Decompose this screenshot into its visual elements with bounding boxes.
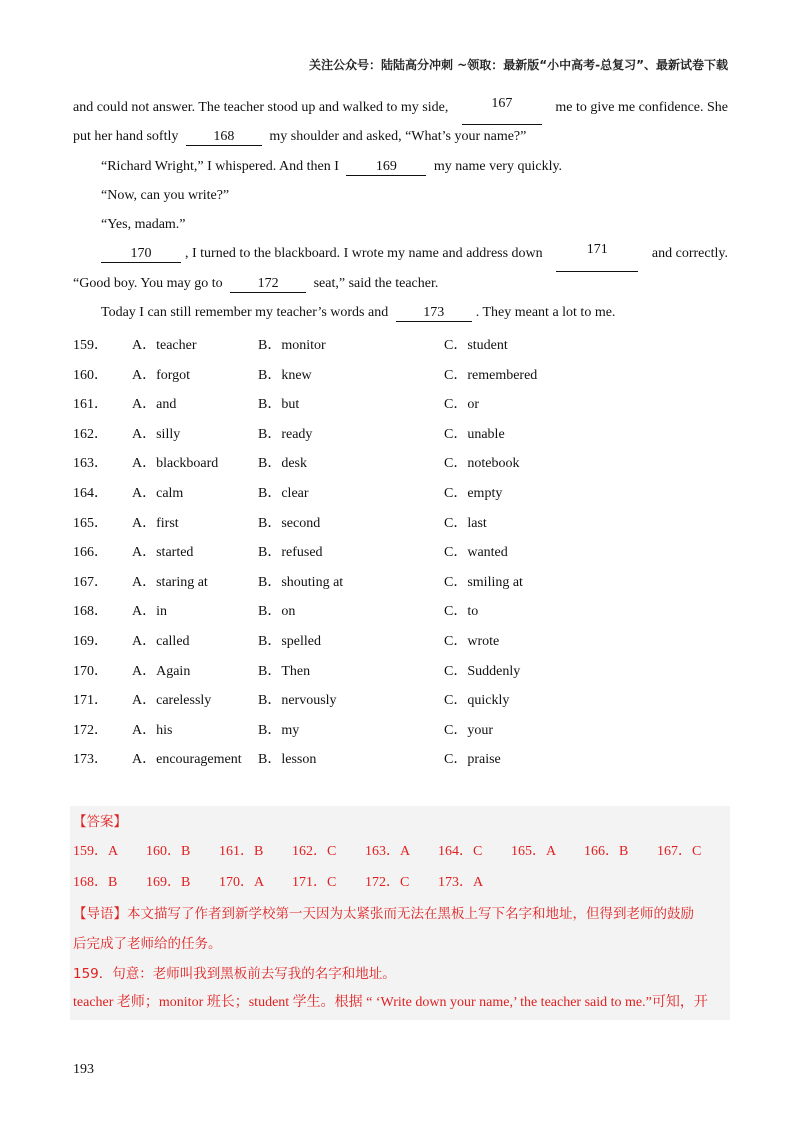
passage-text: my name very quickly. [433, 158, 563, 174]
option-b: B．shouting at [258, 574, 344, 590]
question-number: 168． [73, 604, 108, 620]
option-c: C．Suddenly [444, 663, 521, 679]
question-number: 170． [73, 663, 108, 679]
option-a: A．and [132, 397, 177, 413]
answer-key: 168．B [73, 875, 118, 890]
question-number: 166． [73, 545, 108, 561]
blank-172: 172 [230, 276, 306, 293]
option-a: A．silly [132, 426, 181, 442]
option-b: B．desk [258, 456, 307, 472]
passage-text: . They meant a lot to me. [475, 305, 616, 321]
blank-167: 167 [462, 96, 542, 125]
blank-171: 171 [556, 242, 638, 271]
option-a: A．forgot [132, 367, 191, 383]
answer-key: 170．A [219, 875, 265, 890]
option-row-173 [73, 748, 728, 778]
option-c: C．remembered [444, 367, 538, 383]
options-list [73, 334, 728, 778]
answer-key: 171．C [292, 875, 337, 890]
passage-text: and could not answer. The teacher stood up and walked to my side, [73, 100, 449, 115]
guide-label: 【导语】 [73, 906, 127, 922]
passage-line-1 [73, 96, 728, 125]
option-b: B．refused [258, 545, 323, 561]
option-c: C．to [444, 604, 479, 620]
option-b: B．clear [258, 485, 309, 501]
option-row-163 [73, 452, 728, 482]
option-a: A．first [132, 515, 179, 531]
explanation-159: 159．句意：老师叫我到黑板前去写我的名字和地址。 [73, 966, 396, 982]
question-number: 172． [73, 722, 108, 738]
passage-text: “Good boy. You may go to [73, 275, 223, 291]
passage-text: , I turned to the blackboard. I wrote my name and address down [185, 246, 543, 262]
option-row-162 [73, 423, 728, 453]
option-b: B．Then [258, 663, 311, 679]
blank-169: 169 [346, 159, 426, 176]
answer-key: 163．A [365, 844, 411, 859]
option-c: C．student [444, 338, 508, 353]
option-row-167 [73, 571, 728, 601]
answer-label: 【答案】 [73, 814, 127, 830]
passage-text: put her hand softly [73, 129, 179, 145]
option-row-165 [73, 512, 728, 542]
page-header: 关注公众号：陆陆高分冲刺 ~领取：最新版“小中高考-总复习”、最新试卷下载 [309, 58, 728, 72]
option-c: C．smiling at [444, 574, 523, 590]
option-b: B．on [258, 604, 296, 620]
question-number: 165． [73, 515, 108, 531]
option-b: B．nervously [258, 693, 337, 709]
question-number: 161． [73, 397, 108, 413]
option-c: C．quickly [444, 693, 510, 709]
guide-line-1 [73, 902, 730, 922]
option-c: C．wrote [444, 633, 500, 649]
answer-key: 159．A [73, 844, 119, 859]
answer-key: 172．C [365, 875, 410, 890]
option-b: B．ready [258, 426, 313, 442]
option-a: A．Again [132, 663, 191, 679]
option-row-170 [73, 660, 728, 690]
option-a: A．teacher [132, 338, 197, 353]
blank-173: 173 [396, 305, 472, 322]
answer-row-1 [73, 840, 733, 860]
option-b: B．knew [258, 367, 312, 383]
blank-168: 168 [186, 129, 262, 146]
option-c: C．last [444, 515, 487, 531]
blank-170: 170 [101, 246, 181, 263]
option-row-169 [73, 630, 728, 660]
answer-key: 173．A [438, 875, 484, 890]
passage-line-7 [73, 272, 728, 301]
option-a: A．staring at [132, 574, 208, 590]
passage-line-5 [73, 213, 728, 242]
option-row-171 [73, 689, 728, 719]
passage-text: my shoulder and asked, “What’s your name?” [269, 129, 527, 145]
option-a: A．calm [132, 485, 184, 501]
option-row-164 [73, 482, 728, 512]
option-b: B．spelled [258, 633, 321, 649]
option-row-159 [73, 334, 728, 364]
guide-line-2: 后完成了老师给的任务。 [73, 936, 222, 952]
option-row-172 [73, 719, 728, 749]
option-c: C．empty [444, 485, 503, 501]
answer-key: 164．C [438, 844, 483, 859]
passage-text: me to give me confidence. She [555, 100, 728, 115]
guide-text: 本文描写了作者到新学校第一天因为太紧张而无法在黑板上写下名字和地址，但得到老师的鼓励 [127, 906, 694, 922]
option-c: C．notebook [444, 456, 520, 472]
option-a: A．in [132, 604, 167, 620]
passage-text: “Richard Wright,” I whispered. And then I [101, 158, 339, 174]
option-a: A．started [132, 545, 194, 561]
passage-line-6 [73, 242, 728, 271]
passage-line-2 [73, 125, 728, 154]
passage-line-3 [73, 155, 728, 184]
option-a: A．carelessly [132, 693, 212, 709]
answer-key: 162．C [292, 844, 337, 859]
option-row-160 [73, 364, 728, 394]
answer-key: 160．B [146, 844, 191, 859]
explanation-159-detail: teacher 老师；monitor 班长；student 学生。根据 “ ‘Write down your name,’ the teacher said to me.”可知，开 [73, 995, 708, 1010]
answer-key: 169．B [146, 875, 191, 890]
question-number: 162． [73, 426, 108, 442]
question-number: 167． [73, 574, 108, 590]
question-number: 164． [73, 485, 108, 501]
passage-segment [101, 242, 543, 271]
option-c: C．unable [444, 426, 505, 442]
option-row-161 [73, 393, 728, 423]
passage-text: Today I can still remember my teacher’s words and [101, 305, 389, 321]
option-a: A．his [132, 722, 173, 738]
option-b: B．my [258, 722, 300, 738]
question-number: 160． [73, 367, 108, 383]
answer-key: 166．B [584, 844, 629, 859]
option-a: A．blackboard [132, 456, 219, 472]
answer-key: 167．C [657, 844, 702, 859]
passage-text: “Now, can you write?” [101, 187, 230, 203]
question-number: 169． [73, 633, 108, 649]
answer-key: 161．B [219, 844, 264, 859]
passage [73, 96, 728, 330]
option-b: B．but [258, 397, 300, 413]
question-number: 171． [73, 693, 108, 709]
option-a: A．called [132, 633, 190, 649]
answer-key: 165．A [511, 844, 557, 859]
option-c: C．wanted [444, 545, 508, 561]
option-row-168 [73, 600, 728, 630]
option-c: C．or [444, 397, 479, 413]
passage-line-8 [73, 301, 728, 330]
option-b: B．second [258, 515, 321, 531]
page-number: 193 [73, 1062, 94, 1077]
option-b: B．lesson [258, 752, 317, 768]
answer-row-2 [73, 871, 733, 891]
question-number: 159． [73, 338, 108, 353]
passage-text: “Yes, madam.” [101, 217, 186, 233]
option-c: C．praise [444, 752, 501, 768]
passage-text: seat,” said the teacher. [313, 275, 439, 291]
passage-line-4 [73, 184, 728, 213]
question-number: 163． [73, 456, 108, 472]
option-row-166 [73, 541, 728, 571]
question-number: 173． [73, 752, 108, 768]
option-c: C．your [444, 722, 493, 738]
passage-text: and correctly. [651, 246, 728, 262]
option-a: A．encouragement [132, 752, 242, 768]
option-b: B．monitor [258, 338, 326, 353]
